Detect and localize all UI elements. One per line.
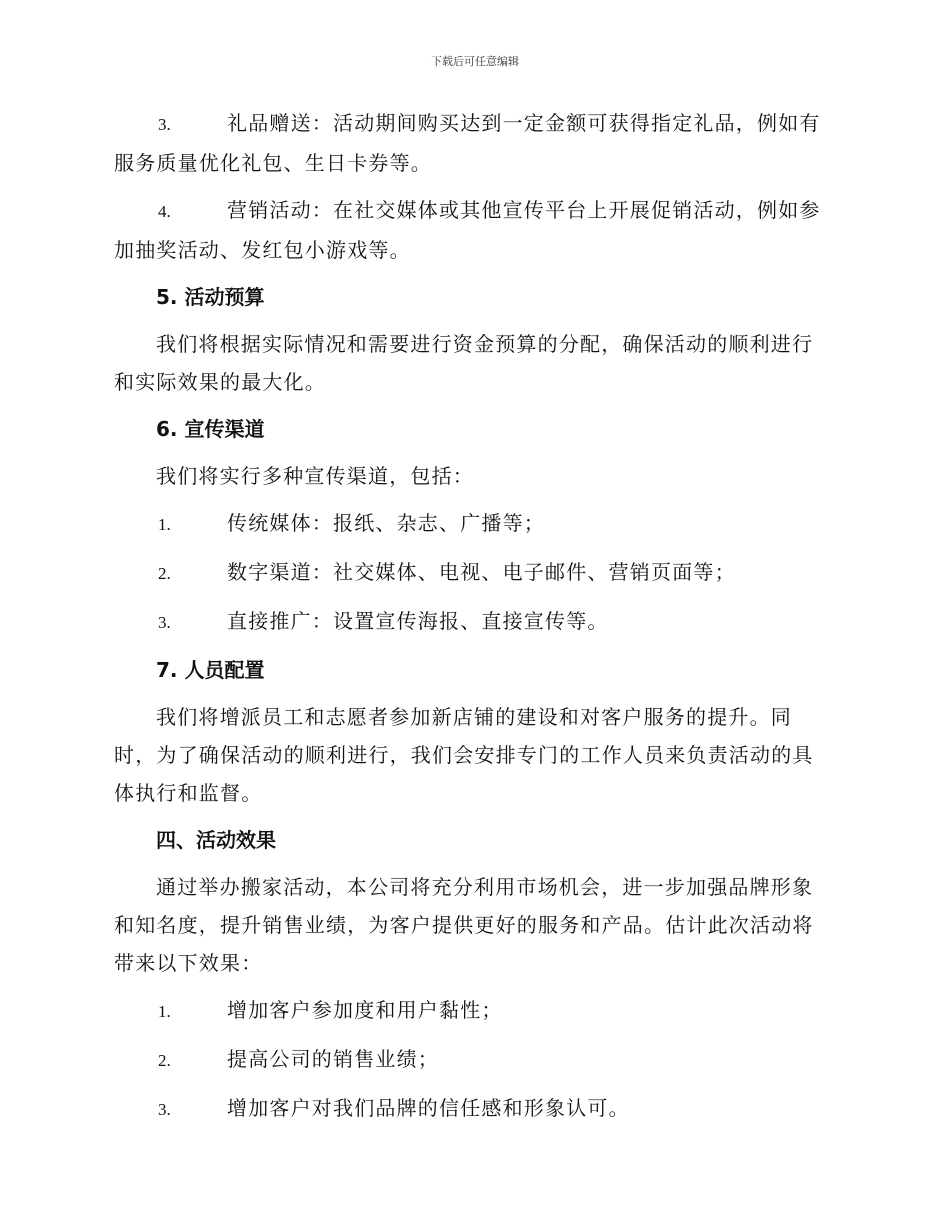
page-header: 下载后可任意编辑	[431, 55, 519, 68]
list-item-effect-2	[114, 1040, 834, 1080]
heading-effect: 四、活动效果	[156, 828, 276, 852]
list-text: 营销活动：在社交媒体或其他宣传平台上开展促销活动，例如参加抽奖活动、发红包小游戏等。	[114, 198, 821, 262]
list-text: 数字渠道：社交媒体、电视、电子邮件、营销页面等；	[227, 560, 736, 584]
list-number: 3.	[158, 1100, 171, 1119]
paragraph-effect: 通过举办搬家活动，本公司将充分利用市场机会，进一步加强品牌形象和知名度，提升销售业绩，为客户提供更好的服务和产品。估计此次活动将带来以下效果：	[114, 875, 814, 975]
paragraph-budget: 我们将根据实际情况和需要进行资金预算的分配，确保活动的顺利进行和实际效果的最大化。	[114, 332, 814, 394]
list-text: 直接推广：设置宣传海报、直接宣传等。	[227, 609, 609, 633]
list-number: 3.	[158, 115, 171, 134]
list-item-channel-1	[114, 504, 834, 544]
list-text: 增加客户参加度和用户黏性；	[227, 998, 503, 1022]
list-item-channel-3	[114, 602, 834, 642]
list-number: 3.	[158, 613, 171, 632]
list-text: 增加客户对我们品牌的信任感和形象认可。	[227, 1096, 630, 1120]
paragraph-channels: 我们将实行多种宣传渠道，包括：	[156, 464, 474, 488]
list-number: 2.	[158, 564, 171, 583]
list-item-effect-1	[114, 991, 834, 1031]
paragraph-staff: 我们将增派员工和志愿者参加新店铺的建设和对客户服务的提升。同时，为了确保活动的顺利进行，我们会安排专门的工作人员来负责活动的具体执行和监督。	[114, 705, 814, 805]
list-text: 礼品赠送：活动期间购买达到一定金额可获得指定礼品，例如有服务质量优化礼包、生日卡券等。	[114, 111, 821, 175]
list-number: 2.	[158, 1051, 171, 1070]
list-text: 传统媒体：报纸、杂志、广播等；	[227, 511, 545, 535]
list-item-effect-3	[114, 1089, 834, 1129]
list-item-channel-2	[114, 553, 834, 593]
heading-budget: 5. 活动预算	[156, 285, 265, 309]
list-number: 4.	[158, 202, 171, 221]
heading-channels: 6. 宣传渠道	[156, 417, 265, 441]
list-text: 提高公司的销售业绩；	[227, 1047, 439, 1071]
document-body	[114, 104, 834, 1138]
list-item-gift	[114, 104, 834, 182]
list-number: 1.	[158, 1002, 171, 1021]
list-item-marketing	[114, 191, 834, 269]
heading-staff: 7. 人员配置	[156, 658, 265, 682]
list-number: 1.	[158, 515, 171, 534]
